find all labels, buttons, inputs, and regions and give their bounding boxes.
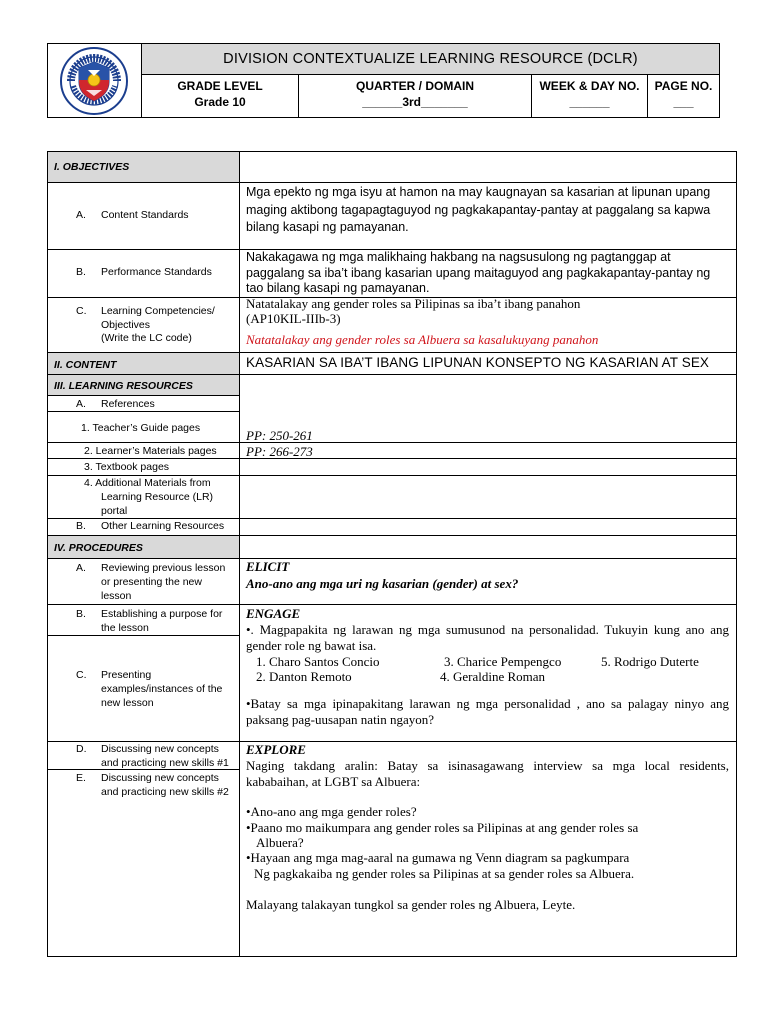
quarter-domain-value: ______3rd_______	[362, 95, 468, 109]
engage-person-1: 1. Charo Santos Concio	[256, 654, 380, 669]
lc-letter: C.	[76, 305, 87, 317]
explore-bullet-2b: Albuera?	[256, 835, 304, 850]
presenting-letter: C.	[76, 669, 87, 681]
explore-paragraph-2: Malayang talakayan tungkol sa gender roles ng Albuera, Leyte.	[246, 897, 576, 912]
engage-person-2: 2. Danton Remoto	[256, 669, 352, 684]
presenting-label-3: new lesson	[101, 697, 154, 709]
explore-bullet-1: •Ano-ano ang mga gender roles?	[246, 804, 417, 819]
rule	[48, 411, 239, 412]
other-resources-letter: B.	[76, 520, 86, 532]
performance-standards-letter: B.	[76, 266, 86, 278]
lc-label-1: Learning Competencies/	[101, 305, 215, 317]
teachers-guide-label: 1. Teacher’s Guide pages	[81, 422, 201, 434]
rule	[48, 475, 736, 476]
engage-person-3: 3. Charice Pempengco	[444, 654, 562, 669]
grade-level-cell	[141, 74, 298, 117]
presenting-label-1: Presenting	[101, 669, 152, 681]
explore-bullet-3a: •Hayaan ang mga mag-aaral na gumawa ng Venn diagram sa pagkumpara	[246, 850, 630, 865]
lc-label-2: Objectives	[101, 319, 151, 331]
rule	[48, 741, 736, 742]
resources-heading: III. LEARNING RESOURCES	[54, 380, 193, 392]
engage-paragraph-2: •Batay sa mga ipinapakitang larawan ng mga personalidad , ano sa palagay ninyo ang paksang pag-uusapan natin ngayon?	[246, 696, 729, 727]
lc-value-2: (AP10KIL-IIIb-3)	[246, 311, 341, 326]
rule	[48, 182, 736, 183]
elicit-title: ELICIT	[246, 559, 290, 574]
content-value: KASARIAN SA IBA’T IBANG LIPUNAN KONSEPTO NG KASARIAN AT SEX	[246, 355, 710, 370]
week-day-cell	[531, 74, 647, 117]
rule	[48, 442, 736, 443]
review-label-2: or presenting the new	[101, 576, 202, 588]
rule	[48, 604, 736, 605]
discussing-1-letter: D.	[76, 743, 87, 755]
learners-materials-value: PP: 266-273	[246, 444, 313, 459]
engage-person-5: 5. Rodrigo Duterte	[601, 654, 699, 669]
lc-label-3: (Write the LC code)	[101, 332, 192, 344]
explore-bullet-3b: Ng pagkakaiba ng gender roles sa Pilipinas at sa gender roles sa Albuera.	[254, 866, 635, 881]
rule	[48, 518, 736, 519]
header-title: DIVISION CONTEXTUALIZE LEARNING RESOURCE (DCLR)	[141, 44, 719, 74]
other-resources-label: Other Learning Resources	[101, 520, 225, 532]
lc-value-1: Natatalakay ang gender roles sa Pilipinas sa iba’t ibang panahon	[246, 296, 581, 311]
logo-cell	[48, 44, 141, 117]
performance-standards-value: Nakakagawa ng mga malikhaing hakbang na nagsusulong ng pagtanggap at paggalang sa iba’t ibang kasarian upang maitaguyod ang pagkakapantay-pantay ng tao bilang kasapi ng pamayanan.	[246, 250, 711, 295]
discussing-2-label-2: and practicing new skills #2	[101, 786, 229, 798]
references-letter: A.	[76, 398, 86, 410]
engage-paragraph-1: •. Magpapakita ng larawan ng mga sumusunod na personalidad. Tukuyin kung ano ang gender role ng bawat isa.	[246, 622, 729, 653]
explore-paragraph-1: Naging takdang aralin: Batay sa isinasagawang interview sa mga local residents, kababaihan, at LGBT sa Albuera:	[246, 758, 729, 789]
additional-label-2: Learning Resource (LR)	[101, 491, 214, 503]
content-standards-value: Mga epekto ng mga isyu at hamon na may kaugnayan sa kasarian at lipunan upang maging aktibong tagapagtaguyod ng pagkakapantay-pantay at paggalang sa kapwa bilang kasapi ng pamayanan.	[246, 185, 711, 234]
quarter-domain-cell	[298, 74, 531, 117]
engage-person-4: 4. Geraldine Roman	[440, 669, 546, 684]
discussing-1-label-1: Discussing new concepts	[101, 743, 219, 755]
presenting-label-2: examples/instances of the	[101, 683, 223, 695]
dll-table	[47, 151, 737, 957]
deped-seal-icon	[59, 46, 129, 116]
lc-value-3: Natatalakay ang gender roles sa Albuera sa kasalukuyang panahon	[246, 332, 599, 347]
discussing-1-label-2: and practicing new skills #1	[101, 757, 229, 769]
explore-title: EXPLORE	[246, 742, 306, 757]
elicit-question: Ano-ano ang mga uri ng kasarian (gender) at sex?	[246, 576, 519, 591]
grade-level-value: Grade 10	[194, 95, 246, 109]
review-label-3: lesson	[101, 590, 132, 602]
rule	[48, 635, 239, 636]
purpose-label-2: the lesson	[101, 622, 149, 634]
page-no-label: PAGE NO.	[654, 79, 713, 93]
column-divider	[239, 152, 240, 956]
grade-level-label: GRADE LEVEL	[177, 79, 263, 93]
teachers-guide-value: PP: 250-261	[246, 428, 313, 443]
content-standards-label: Content Standards	[101, 209, 189, 221]
review-letter: A.	[76, 562, 86, 574]
engage-title: ENGAGE	[246, 606, 301, 621]
header-table	[47, 43, 720, 118]
content-heading: II. CONTENT	[54, 359, 117, 371]
review-label-1: Reviewing previous lesson	[101, 562, 226, 574]
objectives-heading: I. OBJECTIVES	[54, 161, 130, 173]
textbook-label: 3. Textbook pages	[84, 461, 170, 473]
purpose-letter: B.	[76, 608, 86, 620]
week-day-label: WEEK & DAY NO.	[539, 79, 640, 93]
references-label: References	[101, 398, 155, 410]
performance-standards-label: Performance Standards	[101, 266, 212, 278]
rule	[48, 395, 239, 396]
additional-label-1: 4. Additional Materials from	[84, 477, 211, 489]
quarter-domain-label: QUARTER / DOMAIN	[356, 79, 474, 93]
procedures-heading: IV. PROCEDURES	[54, 542, 143, 554]
rule	[48, 458, 736, 459]
page-no-cell	[647, 74, 719, 117]
page-no-value: ___	[673, 95, 694, 109]
explore-bullet-2a: •Paano mo maikumpara ang gender roles sa Pilipinas at ang gender roles sa	[246, 820, 639, 835]
discussing-2-label-1: Discussing new concepts	[101, 772, 219, 784]
content-standards-letter: A.	[76, 209, 86, 221]
rule	[48, 558, 736, 559]
purpose-label-1: Establishing a purpose for	[101, 608, 223, 620]
week-day-value: ______	[569, 95, 610, 109]
discussing-2-letter: E.	[76, 772, 86, 784]
additional-label-3: portal	[101, 505, 128, 517]
learners-materials-label: 2. Learner’s Materials pages	[84, 445, 217, 457]
